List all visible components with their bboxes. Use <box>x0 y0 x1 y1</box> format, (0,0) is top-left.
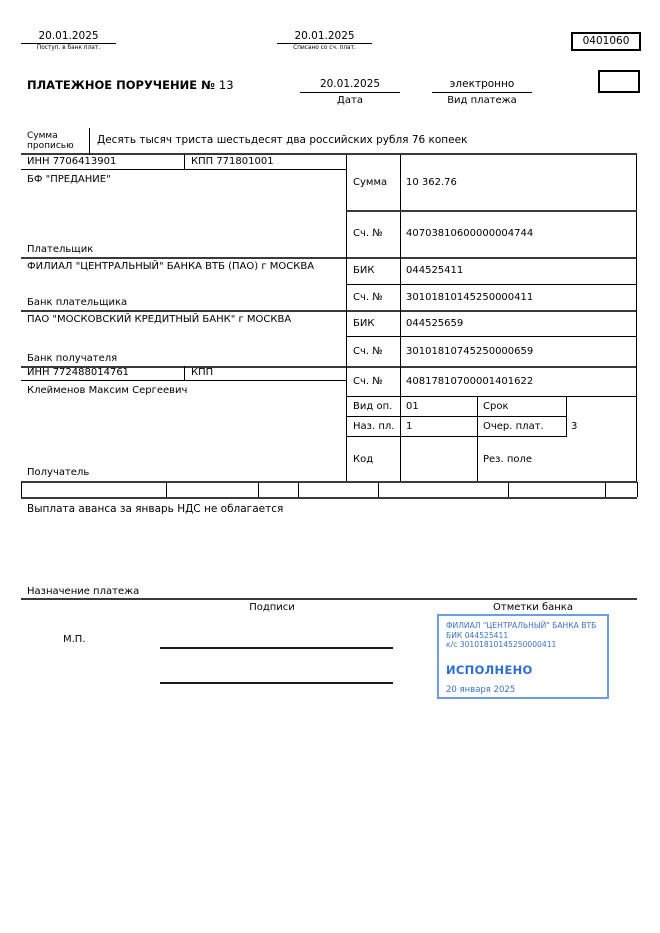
payment-number: 13 <box>218 78 234 92</box>
payee-bank-bik-label: БИК <box>353 317 375 329</box>
payee-inn-row <box>21 366 346 381</box>
spare-box <box>598 70 640 93</box>
stamp-bik: БИК 044525411 <box>446 630 509 640</box>
payee-name: Клейменов Максим Сергеевич <box>27 385 188 396</box>
payer-account-value: 40703810600000004744 <box>406 228 534 239</box>
term-label: Срок <box>483 401 509 412</box>
purpose-text: Выплата аванса за январь НДС не облагается <box>27 503 284 515</box>
payer-bank-account-row <box>346 285 636 310</box>
priority-label: Очер. плат. <box>483 421 544 432</box>
stamp-bank-name: ФИЛИАЛ "ЦЕНТРАЛЬНЫЙ" БАНКА ВТБ <box>446 621 597 630</box>
signature-line <box>160 682 393 684</box>
payment-kind-caption: Вид платежа <box>447 95 517 106</box>
tax-fields-row <box>21 482 637 499</box>
payee-bank-bik-value: 044525659 <box>406 317 464 329</box>
payee-account-label: Сч. № <box>353 375 383 387</box>
tax-field-cell <box>509 482 606 497</box>
payer-bank-label: Банк плательщика <box>27 297 128 308</box>
signatures-header: Подписи <box>249 602 295 613</box>
payer-kpp: КПП 771801001 <box>191 156 274 167</box>
amount-words-value: Десять тысяч триста шестьдесят два российских рубля 76 копеек <box>97 134 468 146</box>
payment-kind-value: электронно <box>432 78 532 93</box>
payer-inn-row <box>21 155 346 170</box>
code-label: Код <box>353 453 374 465</box>
tax-field-cell <box>259 482 299 497</box>
payee-kpp: КПП <box>191 367 214 378</box>
purpose-label: Назначение платежа <box>27 586 140 597</box>
payer-bank-account-value: 30101810145250000411 <box>406 292 534 303</box>
divider <box>636 155 637 481</box>
divider <box>21 598 637 600</box>
payer-inn: ИНН 7706413901 <box>21 155 185 170</box>
debited-date-value: 20.01.2025 <box>277 30 372 44</box>
payer-account-label: Сч. № <box>353 228 383 239</box>
payer-bank-bik-label: БИК <box>353 265 375 276</box>
res-field-label: Рез. поле <box>483 453 533 465</box>
title-text: ПЛАТЕЖНОЕ ПОРУЧЕНИЕ № <box>27 78 215 92</box>
op-kind-label: Вид оп. <box>353 401 393 412</box>
signature-line <box>160 647 393 649</box>
payee-cell <box>21 381 346 481</box>
stamp-corr-account: к/с 30101810145250000411 <box>446 640 557 649</box>
received-date-caption: Поступ. в банк плат. <box>36 45 101 51</box>
bank-stamp <box>437 614 609 699</box>
bank-marks-header: Отметки банка <box>493 602 573 613</box>
payee-bank-label: Банк получателя <box>27 353 118 364</box>
payer-bank-name: ФИЛИАЛ "ЦЕНТРАЛЬНЫЙ" БАНКА ВТБ (ПАО) г МОСКВА <box>27 261 315 272</box>
debited-date-caption: Списано со сч. плат. <box>293 45 356 51</box>
priority-value: 3 <box>571 421 578 432</box>
payer-label: Плательщик <box>27 244 94 255</box>
payee-bank-name: ПАО "МОСКОВСКИЙ КРЕДИТНЫЙ БАНК" г МОСКВА <box>27 314 292 325</box>
amount-words-row <box>21 128 637 155</box>
op-kind-row <box>346 397 566 417</box>
op-kind-value: 01 <box>406 401 419 412</box>
sum-value: 10 362.76 <box>406 177 457 188</box>
naz-pl-label: Наз. пл. <box>353 421 395 432</box>
form-code-box: 0401060 <box>571 32 641 51</box>
payment-kind-field <box>432 78 532 106</box>
stamp-date: 20 января 2025 <box>446 684 516 695</box>
sum-label: Сумма <box>353 177 388 188</box>
payee-bank-cell <box>21 310 346 366</box>
naz-pl-value: 1 <box>406 421 413 432</box>
amount-words-label: Сумма прописью <box>21 128 90 155</box>
document-title <box>27 78 234 92</box>
payment-table <box>21 128 637 500</box>
payee-bank-bik-row <box>346 310 636 337</box>
payee-bank-account-value: 30101810745250000659 <box>406 346 534 357</box>
divider <box>566 397 567 437</box>
payer-bank-cell <box>21 257 346 310</box>
payer-cell <box>21 170 346 257</box>
tax-field-cell <box>167 482 259 497</box>
sum-row <box>346 155 636 210</box>
stamp-status: ИСПОЛНЕНО <box>446 662 533 677</box>
payee-inn: ИНН 772488014761 <box>21 366 185 381</box>
received-date-value: 20.01.2025 <box>21 30 116 44</box>
debited-date-field <box>277 30 372 51</box>
payee-account-value: 40817810700001401622 <box>406 375 534 387</box>
payee-bank-account-row <box>346 337 636 366</box>
tax-field-cell <box>606 482 638 497</box>
date-field <box>300 78 400 106</box>
payee-bank-account-label: Сч. № <box>353 346 383 357</box>
payer-bank-bik-value: 044525411 <box>406 265 464 276</box>
tax-field-cell <box>22 482 167 497</box>
date-caption: Дата <box>337 95 363 106</box>
received-date-field <box>21 30 116 51</box>
payee-label: Получатель <box>27 467 90 478</box>
stamp-place-label: М.П. <box>63 634 86 645</box>
payer-bank-bik-row <box>346 257 636 285</box>
tax-field-cell <box>379 482 509 497</box>
code-row <box>346 437 636 481</box>
date-value: 20.01.2025 <box>300 78 400 93</box>
payer-bank-account-label: Сч. № <box>353 292 383 303</box>
payee-account-row <box>346 366 636 397</box>
payer-account-row <box>346 210 636 257</box>
naz-pl-row <box>346 417 566 437</box>
tax-field-cell <box>299 482 379 497</box>
payer-name: БФ "ПРЕДАНИЕ" <box>27 174 111 185</box>
